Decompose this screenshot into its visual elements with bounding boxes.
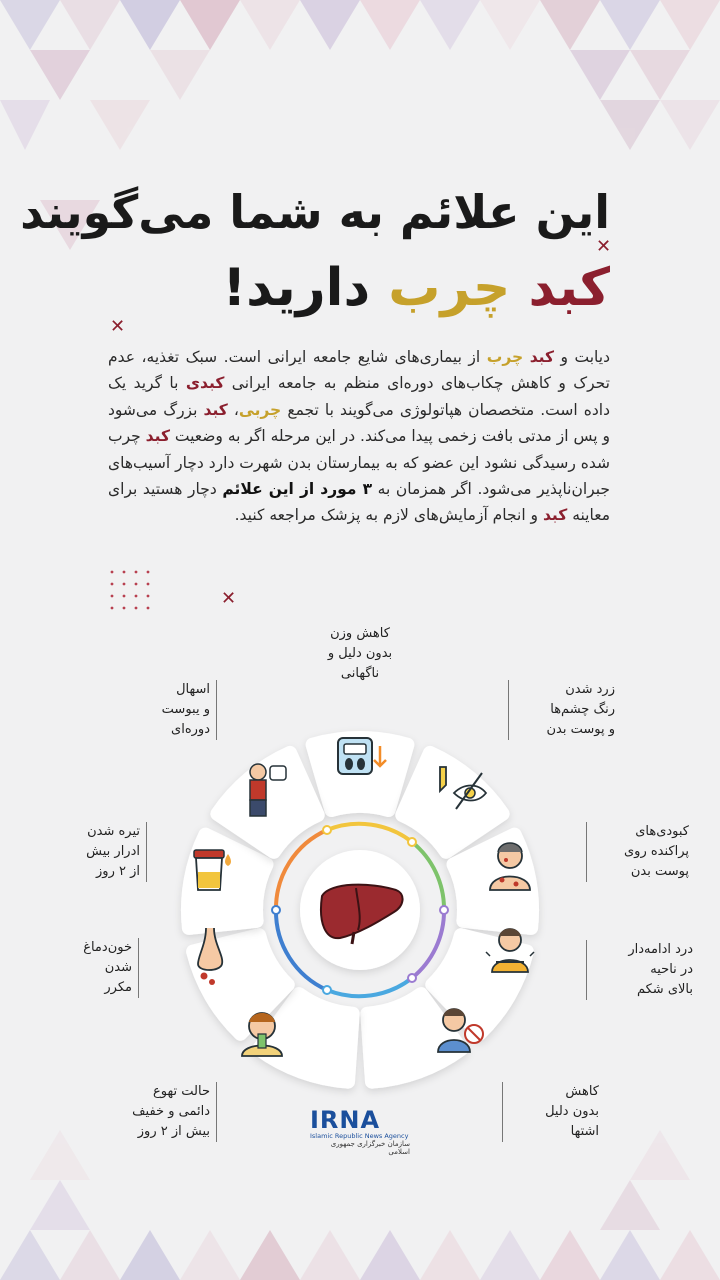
symptom-label-weight-loss: کاهش وزن بدون دلیل و ناگهانی (327, 626, 393, 681)
irna-logo (310, 1106, 410, 1156)
title-word-liver: کبد (528, 258, 610, 318)
title-word-have: دارید! (222, 258, 371, 318)
x-mark-decoration: ✕ (221, 588, 237, 609)
title-word-fat: چرب (388, 258, 511, 318)
symptom-label-dark-urine: تیره شدن ادرار بیش از ۲ روز (60, 822, 147, 882)
page-title (20, 182, 610, 326)
x-mark-decoration: ✕ (110, 316, 126, 337)
logo-name: IRNA (310, 1106, 381, 1134)
intro-paragraph: دیابت و کبد چرب از بیماری‌های شایع جامعه ایرانی است. سبک تغذیه، عدم تحرک و کاهش چکاب‌های دوره‌ای منظم به جامعه ایرانی کبدی با گرید یک داده است. متخصصان هپاتولوژی می‌گویند با تجمع چربی، کبد بزرگ می‌شود و پس از مدتی بافت زخمی پیدا می‌کند. در این مرحله اگر به وضعیت کبد چرب شده رسیدگی نشود این عضو که به بیمارستان بدن شهرت دارد دچار آسیب‌های جبران‌ناپذیر می‌شود. اگر همزمان به ۳ مورد از این علائم دچار هستید برای معاینه کبد و انجام آزمایش‌های لازم به پزشک مراجعه کنید. (108, 348, 610, 525)
symptom-label-bowel: اسهال و یبوست دوره‌ای (126, 680, 217, 740)
symptom-label-jaundice: زرد شدن رنگ چشم‌ها و پوست بدن (508, 680, 615, 740)
symptom-label-nosebleed: خون‌دماغ شدن مکرر (60, 938, 139, 998)
title-line-2 (90, 250, 610, 326)
x-mark-decoration: ✕ (596, 236, 612, 257)
symptom-label-appetite-loss: کاهش بدون دلیل اشتها (502, 1082, 599, 1142)
symptom-label-nausea: حالت تهوع دائمی و خفیف بیش از ۲ روز (110, 1082, 217, 1142)
symptom-label-bruising: کبودی‌های پراکنده روی پوست بدن (586, 822, 689, 882)
logo-persian-name: سازمان خبرگزاری جمهوری اسلامی (330, 1140, 410, 1156)
logo-subtitle: Islamic Republic News Agency (310, 1132, 409, 1140)
symptom-label-abdominal-pain: درد ادامه‌دار در ناحیه بالای شکم (586, 940, 693, 1000)
title-line-1: این علائم به شما می‌گویند (20, 185, 610, 239)
